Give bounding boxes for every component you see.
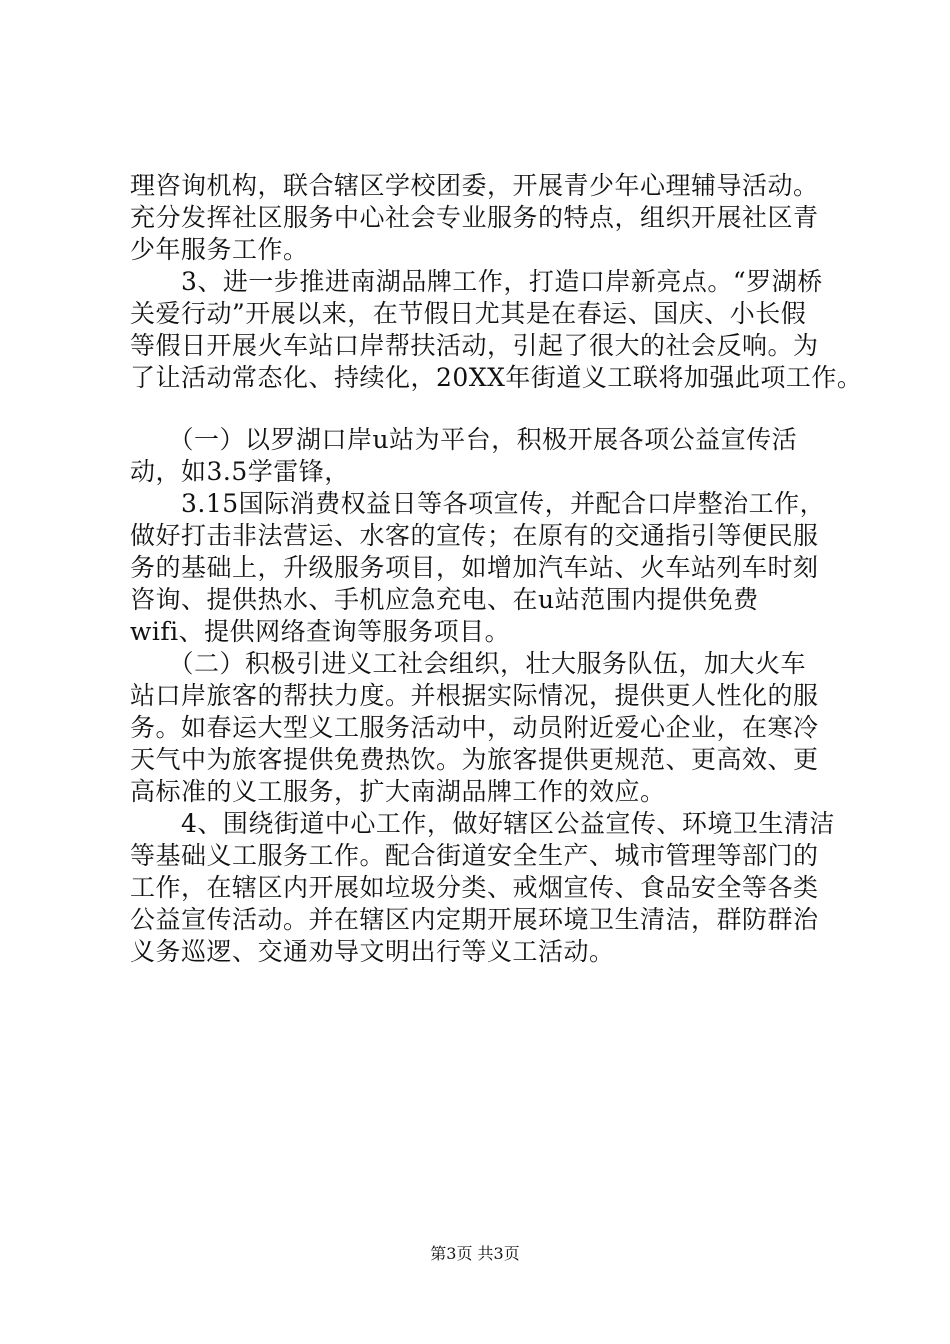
text-line: 了让活动常态化、持续化，20XX年街道义工联将加强此项工作。 bbox=[130, 363, 863, 392]
text-line: 动，如3.5学雷锋， bbox=[130, 457, 350, 486]
text-line: （一）以罗湖口岸u站为平台，积极开展各项公益宣传活 bbox=[130, 425, 798, 454]
text-line: 3.15国际消费权益日等各项宣传，并配合口岸整治工作， bbox=[130, 489, 826, 518]
text-line: 天气中为旅客提供免费热饮。为旅客提供更规范、更高效、更 bbox=[130, 745, 819, 774]
text-line: 等基础义工服务工作。配合街道安全生产、城市管理等部门的 bbox=[130, 841, 819, 870]
text-line: 咨询、提供热水、手机应急充电、在u站范围内提供免费 bbox=[130, 585, 759, 614]
paragraph-gap bbox=[130, 394, 830, 424]
text-line: 务的基础上，升级服务项目，如增加汽车站、火车站列车时刻 bbox=[130, 553, 819, 582]
text-line: 高标准的义工服务，扩大南湖品牌工作的效应。 bbox=[130, 777, 666, 806]
text-line: 义务巡逻、交通劝导文明出行等义工活动。 bbox=[130, 937, 615, 966]
text-line: 等假日开展火车站口岸帮扶活动，引起了很大的社会反响。为 bbox=[130, 331, 819, 360]
text-line: 3、进一步推进南湖品牌工作，打造口岸新亮点。“罗湖桥 bbox=[130, 267, 823, 296]
text-line: 理咨询机构，联合辖区学校团委，开展青少年心理辅导活动。 bbox=[130, 171, 819, 200]
text-line: 工作，在辖区内开展如垃圾分类、戒烟宣传、食品安全等各类 bbox=[130, 873, 819, 902]
text-line: wifi、提供网络查询等服务项目。 bbox=[130, 617, 511, 646]
text-line: 关爱行动”开展以来，在节假日尤其是在春运、国庆、小长假 bbox=[130, 299, 807, 328]
body-text bbox=[130, 170, 863, 968]
text-line: 公益宣传活动。并在辖区内定期开展环境卫生清洁，群防群治 bbox=[130, 905, 819, 934]
text-line: 充分发挥社区服务中心社会专业服务的特点，组织开展社区青 bbox=[130, 203, 819, 232]
text-line: 务。如春运大型义工服务活动中，动员附近爱心企业，在寒冷 bbox=[130, 713, 819, 742]
text-line: 少年服务工作。 bbox=[130, 235, 309, 264]
text-line: 站口岸旅客的帮扶力度。并根据实际情况，提供更人性化的服 bbox=[130, 681, 819, 710]
text-line: 做好打击非法营运、水客的宣传；在原有的交通指引等便民服 bbox=[130, 521, 819, 550]
text-line: （二）积极引进义工社会组织，壮大服务队伍，加大火车 bbox=[130, 649, 807, 678]
page-footer: 第3页 共3页 bbox=[430, 1244, 520, 1263]
text-line: 4、围绕街道中心工作，做好辖区公益宣传、环境卫生清洁 bbox=[130, 809, 835, 838]
